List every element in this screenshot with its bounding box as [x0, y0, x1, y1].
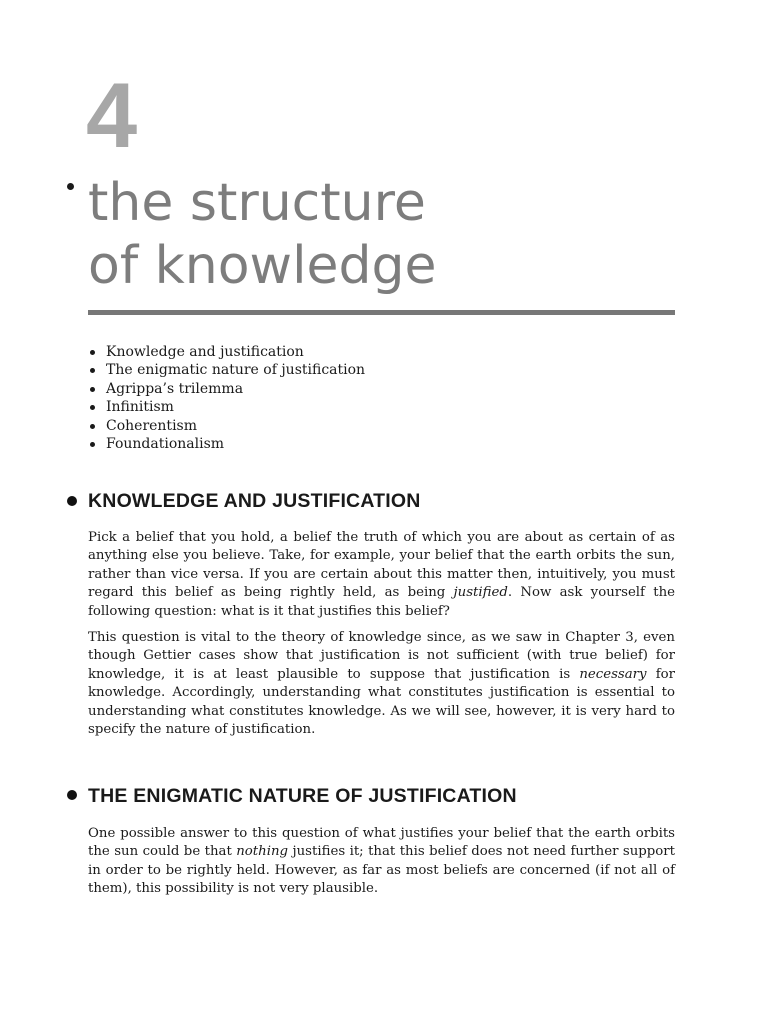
section-bullet-dot [67, 496, 77, 506]
section-bullet-dot [67, 790, 77, 800]
contents-item: Knowledge and justification [88, 343, 365, 361]
paragraph-emphasis: necessary [579, 666, 647, 682]
paragraph-text: Pick a belief that you hold, a belief the truth of which you are about as certain of as anything else you believe. Take, for example, your belief that the earth orbits the sun, rather than vice versa. If you are certain about this matter then, intuitively, you must regard this belief as being rightly held, as being [88, 530, 675, 601]
section-heading-knowledge-and-justification: KNOWLEDGE AND JUSTIFICATION [88, 490, 421, 512]
section-1-paragraph-1 [88, 529, 675, 621]
section-1-paragraph-2 [88, 629, 675, 739]
chapter-title-line-1: the structure [88, 173, 426, 233]
chapter-contents-list [88, 343, 365, 453]
paragraph-text: One possible answer to this question of what justifies your belief that the earth orbits the sun could be that [88, 826, 675, 860]
paragraph-text: This question is vital to the theory of knowledge since, as we saw in Chapter 3, even though Gettier cases show that justification is not sufficient (with true belief) for knowledge, it is at least plausible to suppose that justification is [88, 630, 675, 682]
contents-item: The enigmatic nature of justification [88, 361, 365, 379]
chapter-number: 4 [86, 65, 138, 167]
chapter-title [88, 172, 437, 298]
section-heading-enigmatic-nature-of-justification: THE ENIGMATIC NATURE OF JUSTIFICATION [88, 785, 517, 807]
contents-item: Coherentism [88, 417, 365, 435]
paragraph-emphasis: nothing [236, 844, 289, 860]
paragraph-text: justifies it; that this belief does not need further support in order to be rightly held. However, as far as most beliefs are concerned (if not all of them), this possibility is not very plausible. [88, 844, 675, 897]
title-rule [88, 310, 675, 315]
title-bullet-dot [67, 183, 74, 190]
chapter-title-line-2: of knowledge [88, 236, 437, 296]
paragraph-text: . Now ask yourself the following question: what is it that justifies this belief? [88, 585, 676, 619]
paragraph-emphasis: justified [453, 585, 508, 601]
contents-item: Agrippa’s trilemma [88, 380, 365, 398]
section-2-paragraph-1 [88, 825, 675, 899]
contents-item: Foundationalism [88, 435, 365, 453]
contents-item: Infinitism [88, 398, 365, 416]
paragraph-text: for knowledge. Accordingly, understanding what constitutes justification is essential to understanding what constitutes knowledge. As we will see, however, it is very hard to specify the nature of justification. [88, 666, 675, 738]
